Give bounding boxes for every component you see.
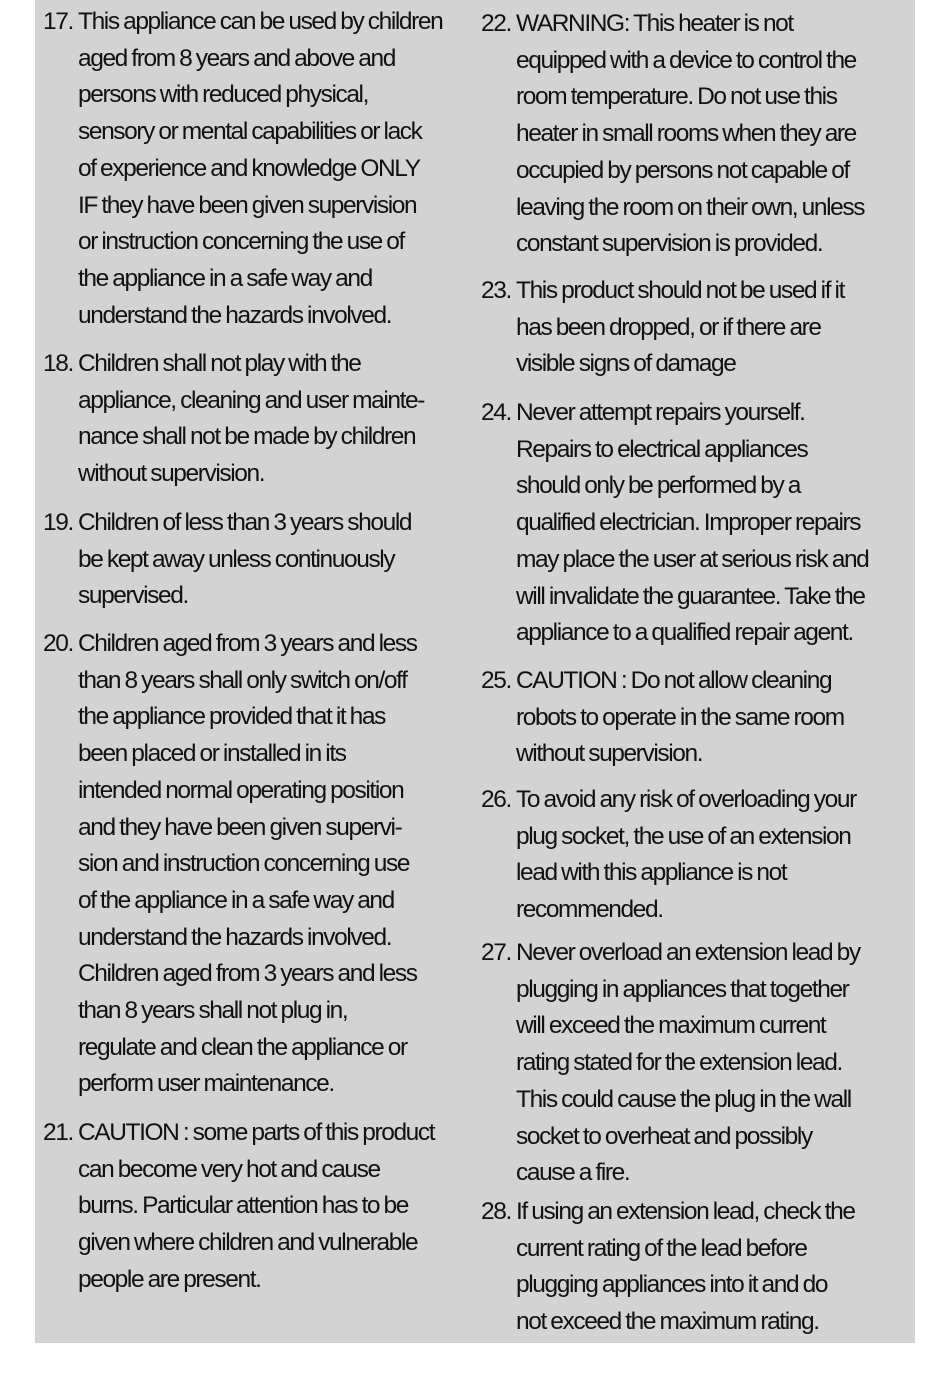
instruction-item-17 — [43, 4, 473, 334]
instruction-item-18 — [43, 346, 473, 493]
item-text: Never overload an extension lead by plugging in appliances that together will exceed the maximum current rating stated for the extension lead. This could cause the plug in the wall socket to overheat and possibly cause a fire. — [516, 939, 860, 1187]
item-number: 24. — [481, 399, 511, 426]
item-text: Children shall not play with the appliance, cleaning and user mainte- nance shall not be made by children without supervision. — [78, 350, 425, 488]
item-number: 27. — [481, 939, 511, 966]
instruction-item-23 — [481, 273, 906, 383]
item-text: To avoid any risk of overloading your plug socket, the use of an extension lead with this appliance is not recommended. — [516, 786, 856, 924]
item-text: This appliance can be used by children aged from 8 years and above and persons with reduced physical, sensory or mental capabilities or lack of experience and knowledge ONLY IF they have been given supervision or instruction concerning the use of the appliance in a safe way and understand the hazards involved. — [78, 8, 443, 329]
instruction-item-22 — [481, 6, 906, 263]
instruction-item-19 — [43, 505, 473, 615]
item-text: Children aged from 3 years and less than 8 years shall only switch on/off the appliance provided that it has been placed or installed in its intended normal operating position and they have been given supervi- sion and instruction concerning use of the appliance in a safe way and understand the hazards involved. Children aged from 3 years and less than 8 years shall not plug in, regulate and clean the appliance or perform user maintenance. — [78, 630, 417, 1098]
item-number: 25. — [481, 667, 511, 694]
item-number: 21. — [43, 1119, 73, 1146]
instruction-item-25 — [481, 663, 906, 773]
item-text: WARNING: This heater is not equipped with a device to control the room temperature. Do not use this heater in small rooms when they are occupied by persons not capable of leaving the room on their own, unless constant supervision is provided. — [516, 10, 865, 258]
item-text: If using an extension lead, check the current rating of the lead before plugging appliances into it and do not exceed the maximum rating. — [516, 1198, 855, 1336]
item-number: 26. — [481, 786, 511, 813]
item-text: Children of less than 3 years should be kept away unless continuously supervised. — [78, 509, 412, 610]
item-number: 22. — [481, 10, 511, 37]
instruction-item-27 — [481, 935, 906, 1192]
instruction-item-21 — [43, 1115, 473, 1299]
item-number: 20. — [43, 630, 73, 657]
item-number: 28. — [481, 1198, 511, 1225]
instruction-item-24 — [481, 395, 906, 652]
item-text: Never attempt repairs yourself. Repairs to electrical appliances should only be performed by a qualified electrician. Improper repairs may place the user at serious risk and will invalidate the guarantee. Take the appliance to a qualified repair agent. — [516, 399, 869, 647]
instruction-item-28 — [481, 1194, 906, 1341]
instruction-item-20 — [43, 626, 473, 1103]
item-number: 23. — [481, 277, 511, 304]
item-text: CAUTION : Do not allow cleaning robots to operate in the same room without supervision. — [516, 667, 844, 768]
item-text: CAUTION : some parts of this product can become very hot and cause burns. Particular attention has to be given where children and vulnerable people are present. — [78, 1119, 435, 1293]
instruction-item-26 — [481, 782, 906, 929]
item-number: 19. — [43, 509, 73, 536]
item-text: This product should not be used if it has been dropped, or if there are visible signs of damage — [516, 277, 844, 378]
item-number: 17. — [43, 8, 73, 35]
item-number: 18. — [43, 350, 73, 377]
